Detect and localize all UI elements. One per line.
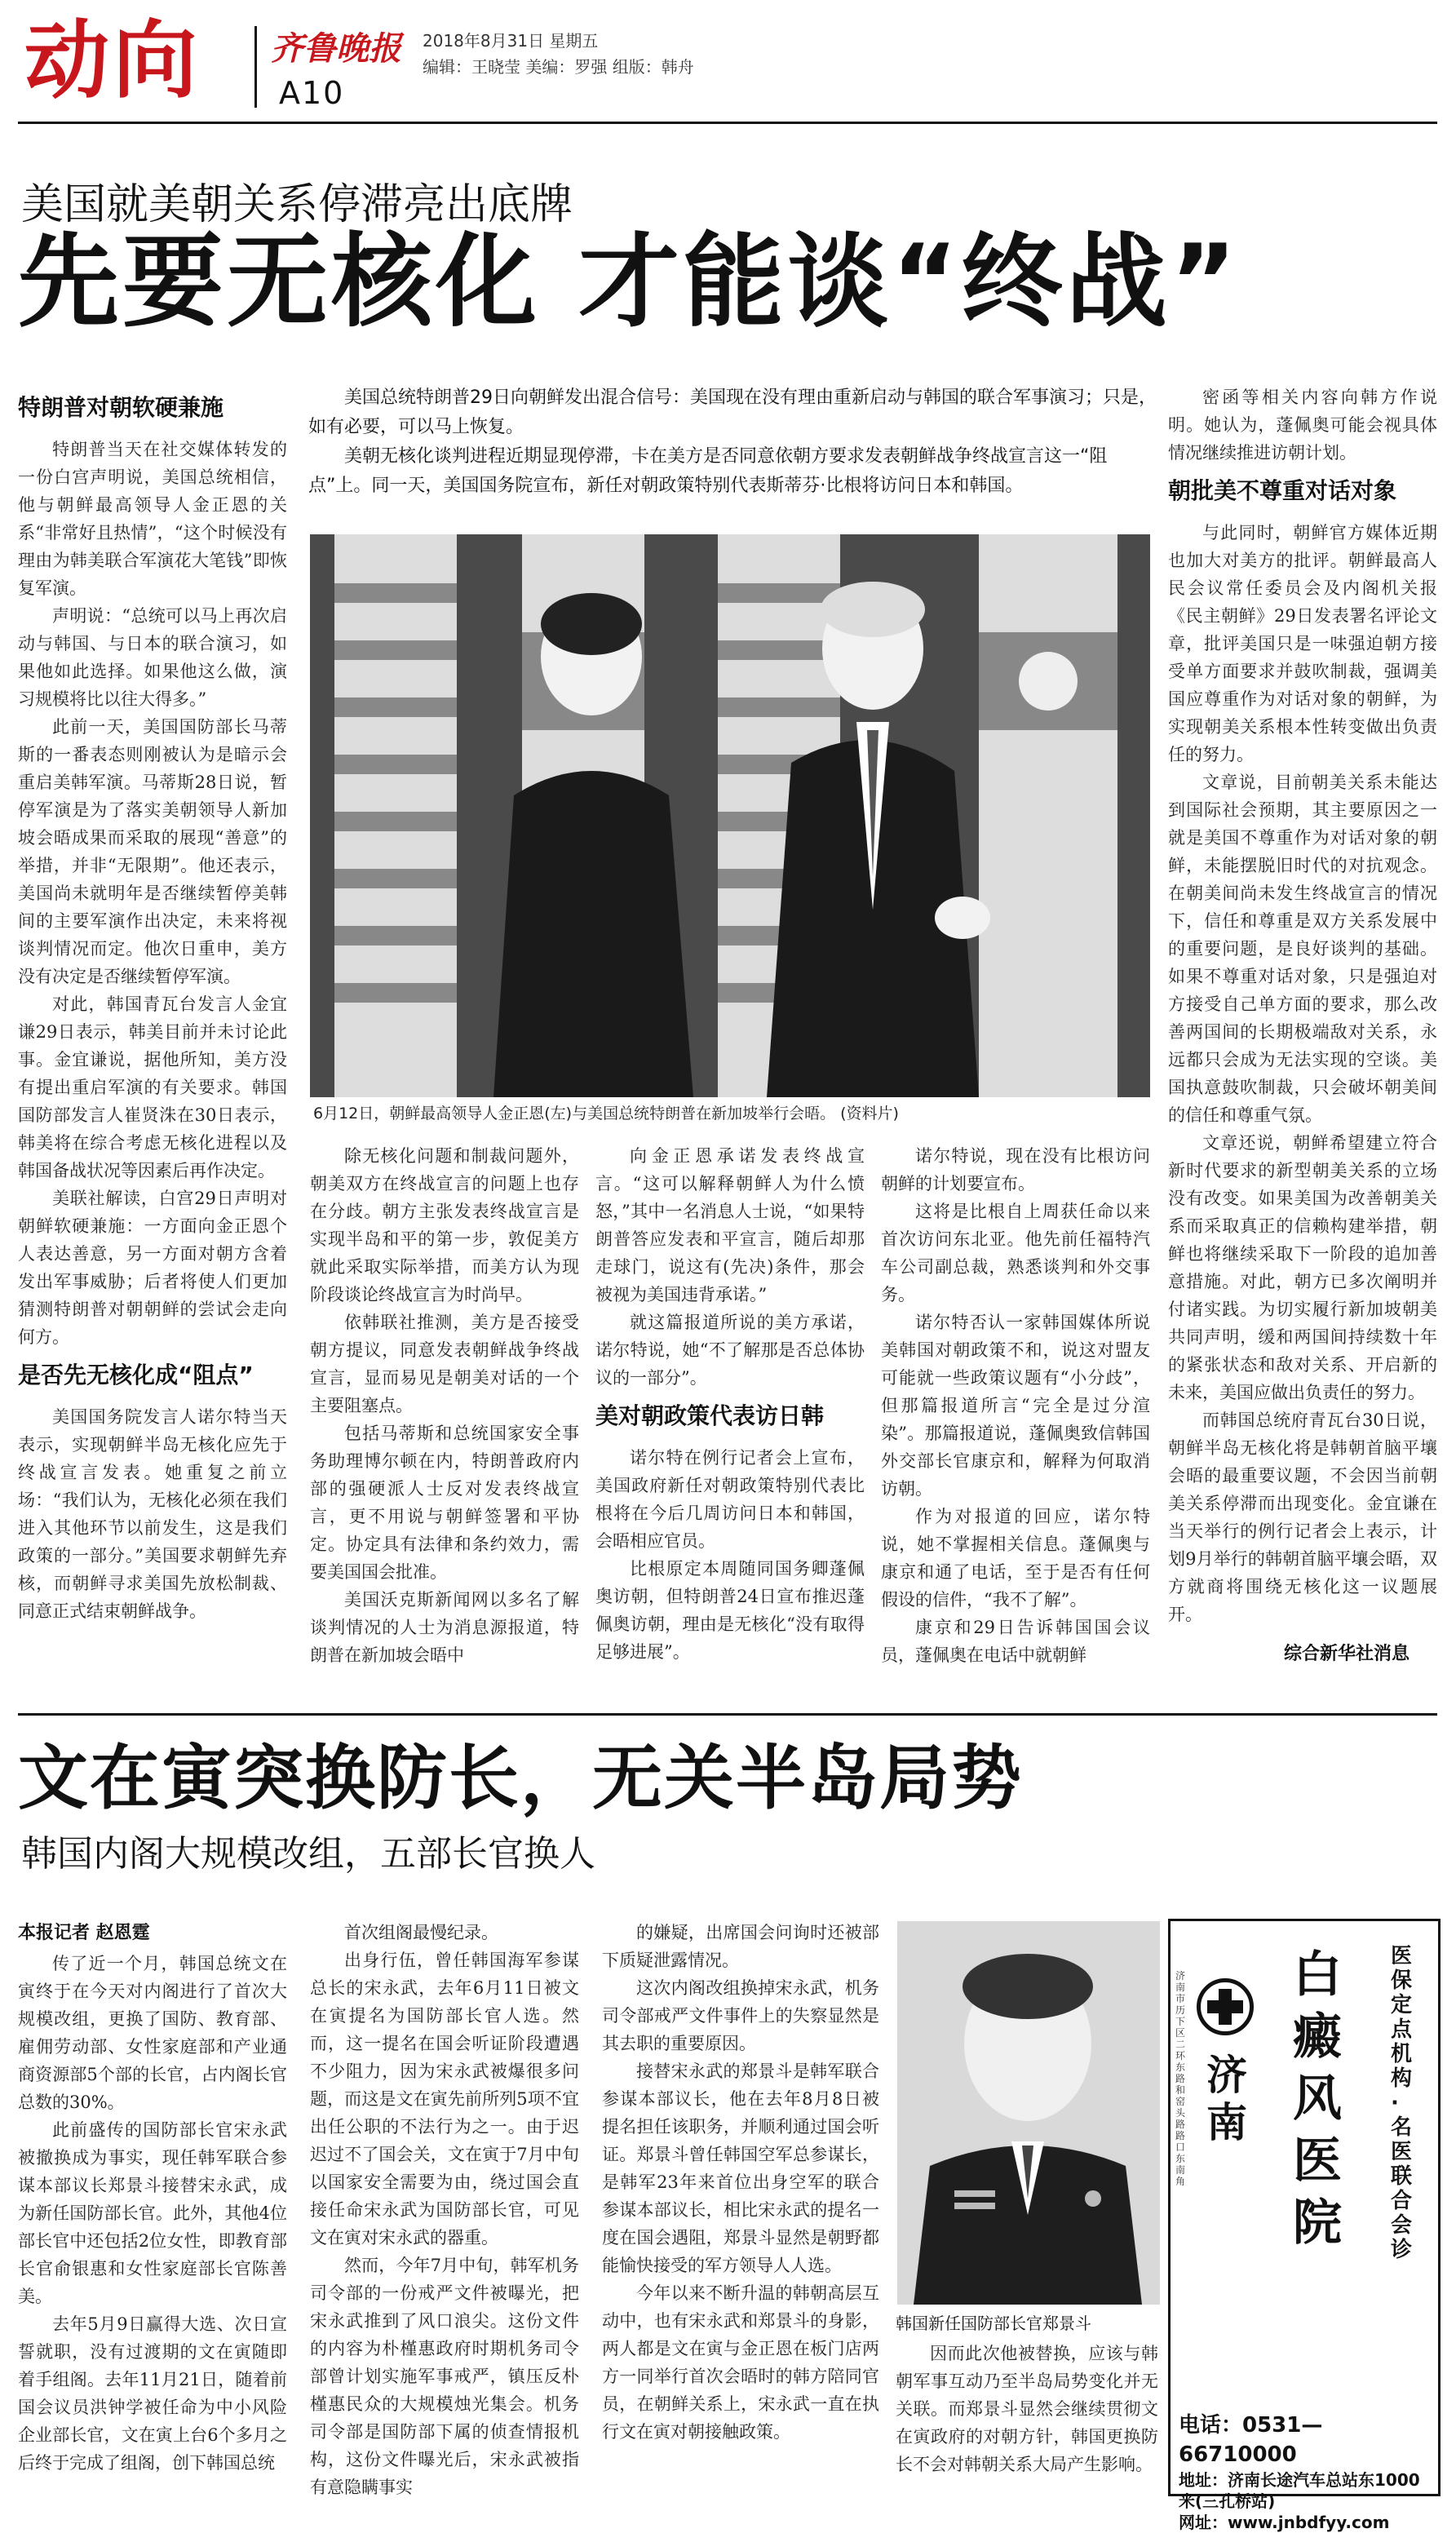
lead-paragraph: 美朝无核化谈判进程近期显现停滞，卡在美方是否同意依朝方要求发表朝鲜战争终战宣言这一“阻点”上。同一天，美国国务院宣布，新任对朝政策特别代表斯蒂芬·比根将访问日本和韩国。 — [308, 446, 1108, 496]
paragraph: 密函等相关内容向韩方作说明。她认为，蓬佩奥可能会视具体情况继续推进访朝计划。 — [1168, 387, 1437, 463]
paragraph: 接替宋永武的郑景斗是韩军联合参谋本部议长，他在去年8月8日被提名担任该职务，并顺利通过国会听证。郑景斗曾任韩国空军总参谋长，是韩军23年来首位出身空军的联合参谋本部议长，相比宋永武的提名一度在国会遇阻，郑景斗显然是朝野都能愉快接受的军方领导人人选。 — [602, 2061, 879, 2275]
date-line: 2018年8月31日 星期五 — [423, 31, 599, 51]
story2-column-3 — [602, 1919, 879, 2446]
story1-credit: 综合新华社消息 — [1284, 1644, 1410, 1664]
paragraph: 包括马蒂斯和总统国家安全事务助理博尔顿在内，特朗普政府内部的强硬派人士反对发表终战宣言，更不用说与朝鲜签署和平协定。协定具有法律和条约效力，需要美国国会批准。 — [310, 1424, 579, 1582]
paragraph: 此前盛传的国防部长官宋永武被撤换成为事实，现任韩军联合参谋本部议长郑景斗接替宋永武，成为新任国防部长官。此外，其他4位部长官中还包括2位女性，即教育部长官俞银惠和女性家庭部长官陈善美。 — [18, 2120, 287, 2306]
editor-line: 编辑：王晓莹 美编：罗强 组版：韩舟 — [423, 57, 694, 77]
paragraph: 美国沃克斯新闻网以多名了解谈判情况的人士为消息源报道，特朗普在新加坡会晤中 — [310, 1590, 579, 1665]
story2-column-1 — [18, 1950, 287, 2477]
paragraph: 出身行伍，曾任韩国海军参谋总长的宋永武，去年6月11日被文在寅提名为国防部长官人选。然而，这一提名在国会听证阶段遭遇不少阻力，因为宋永武被爆很多问题，而这是文在寅先前所列5项不宜出任公职的不法行为之一。由于迟迟过不了国会关，文在寅于7月中旬以国家安全需要为由，绕过国会直接任命宋永武为国防部长官，可见文在寅对宋永武的器重。 — [310, 1951, 579, 2247]
paragraph: 首次组阁最慢纪录。 — [344, 1923, 498, 1942]
story2-column-2 — [310, 1919, 579, 2501]
story2-kicker: 韩国内阁大规模改组，五部长官换人 — [21, 1833, 595, 1875]
paragraph: 传了近一个月，韩国总统文在寅终于在今天对内阁进行了首次大规模改组，更换了国防、教育部、雇佣劳动部、女性家庭部和产业通商资源部5个部的长官，占内阁长官总数的30%。 — [18, 1954, 287, 2112]
ad-hospital-name: 白癜风医院 — [1293, 1946, 1342, 2252]
summit-photo-caption: 6月12日，朝鲜最高领导人金正恩(左)与美国总统特朗普在新加坡举行会晤。 (资料片) — [313, 1105, 899, 1123]
paragraph: 与此同时，朝鲜官方媒体近期也加大对美方的批评。朝鲜最高人民会议常任委员会及内阁机关报《民主朝鲜》29日发表署名评论文章，批评美国只是一味强迫朝方接受单方面要求并鼓吹制裁，强调美国应尊重作为对话对象的朝鲜，为实现朝美关系根本性转变做出负责任的努力。 — [1168, 523, 1437, 764]
paragraph: 文章还说，朝鲜希望建立符合新时代要求的新型朝美关系的立场没有改变。如果美国为改善朝美关系而采取真正的信赖构建举措，朝鲜也将继续采取下一阶段的追加善意措施。对此，朝方已多次阐明并付诸实践。为切实履行新加坡朝美共同声明，缓和两国间持续数十年的紧张状态和敌对关系、开启新的未来，美国应做出负责任的努力。 — [1168, 1133, 1437, 1402]
paragraph: 此前一天，美国国防部长马蒂斯的一番表态则刚被认为是暗示会重启美韩军演。马蒂斯28日说，暂停军演是为了落实美朝领导人新加坡会晤成果而采取的展现“善意”的举措，并非“无限期”。他还表示，美国尚未就明年是否继续暂停美韩间的主要军演作出决定，未来将视谈判情况而定。他次日重申，美方没有决定是否继续暂停军演。 — [18, 717, 287, 986]
story1-column-4 — [881, 1142, 1150, 1669]
story2-headline: 文在寅突换防长，无关半岛局势 — [18, 1738, 1023, 1819]
paragraph: 作为对报道的回应，诺尔特说，她不掌握相关信息。蓬佩奥与康京和通了电话，至于是否有任何假设的信件，“我不了解”。 — [881, 1507, 1150, 1610]
paragraph: 对此，韩国青瓦台发言人金宜谦29日表示，韩美目前并未讨论此事。金宜谦说，据他所知，美方没有提出重启军演的有关要求。韩国国防部发言人崔贤洙在30日表示，韩美将在综合考虑无核化进程以及韩国备战状况等因素后再作决定。 — [18, 994, 287, 1180]
paragraph: 这次内阁改组换掉宋永武，机务司令部戒严文件事件上的失察显然是其去职的重要原因。 — [602, 1978, 879, 2053]
paper-logo: 齐鲁晚报 — [271, 29, 401, 68]
paragraph: 声明说：“总统可以马上再次启动与韩国、与日本的联合演习，如果他如此选择。如果他这么做，演习规模将比以往大得多。” — [18, 606, 287, 709]
ad-contact — [1171, 2411, 1438, 2533]
paragraph: 这将是比根自上周获任命以来首次访问东北亚。他先前任福特汽车公司副总裁，熟悉谈判和外交事务。 — [881, 1202, 1150, 1304]
subhead: 美对朝政策代表访日韩 — [595, 1402, 825, 1429]
lead-paragraph: 美国总统特朗普29日向朝鲜发出混合信号：美国现在没有理由重新启动与韩国的联合军事演习；只是，如有必要，可以马上恢复。 — [308, 387, 1157, 437]
minister-photo — [897, 1921, 1160, 2305]
paragraph: 向金正恩承诺发表终战宣言。“这可以解释朝鲜人为什么愤怒，”其中一名消息人士说，“如果特朗普答应发表和平宣言，随后却那走球门，说这有(先决)条件，那会被视为美国违背承诺。” — [595, 1146, 865, 1304]
paragraph: 依韩联社推测，美方是否接受朝方提议，同意发表朝鲜战争终战宣言，显而易见是朝美对话的一个主要阻塞点。 — [310, 1313, 579, 1415]
story1-column-3 — [595, 1142, 865, 1666]
paragraph: 诺尔特否认一家韩国媒体所说美韩国对朝政策不和，说这对盟友可能就一些政策议题有“小分歧”，但那篇报道所言“完全是过分渲染”。那篇报道说，蓬佩奥致信韩国外交部长官康京和，解释为何取消访朝。 — [881, 1313, 1150, 1499]
paragraph: 比根原定本周随同国务卿蓬佩奥访朝，但特朗普24日宣布推迟蓬佩奥访朝，理由是无核化“没有取得足够进展”。 — [595, 1559, 865, 1662]
paragraph: 今年以来不断升温的韩朝高层互动中，也有宋永武和郑景斗的身影，两人都是文在寅与金正恩在板门店两方一同举行首次会晤时的韩方陪同官员，在朝鲜关系上，宋永武一直在执行文在寅对朝接触政策。 — [602, 2283, 879, 2442]
paragraph: 美联社解读，白宫29日声明对朝鲜软硬兼施：一方面向金正恩个人表达善意，另一方面对朝方含着发出军事威胁；后者将使人们更加猜测特朗普对朝朝鲜的尝试会走向何方。 — [18, 1189, 287, 1347]
page-number: A10 — [279, 75, 345, 111]
paragraph: 美国国务院发言人诺尔特当天表示，实现朝鲜半岛无核化应先于终战宣言发表。她重复之前立场：“我们认为，无核化必须在我们进入其他环节以前发生，这是我们政策的一部分。”美国要求朝鲜先弃核，而朝鲜寻求美国先放松制裁、同意正式结束朝鲜战争。 — [18, 1407, 287, 1621]
ad-website: 网址：www.jnbdfyy.com — [1179, 2513, 1390, 2532]
paragraph: 就这篇报道所说的美方承诺，诺尔特说，她“不了解那是否总体协议的一部分”。 — [595, 1313, 865, 1388]
paragraph: 文章说，目前朝美关系未能达到国际社会预期，其主要原因之一就是美国不尊重作为对话对象的朝鲜，未能摆脱旧时代的对抗观念。在朝美间尚未发生终战宣言的情况下，信任和尊重是双方关系发展中的重要问题，是良好谈判的基础。如果不尊重对话对象，只是强迫对方接受自己单方面的要求，那么改善两国间的长期极端敌对关系，永远都只会成为无法实现的空谈。美国执意鼓吹制裁，只会破坏朝美间的信任和尊重气氛。 — [1168, 773, 1437, 1125]
subhead: 特朗普对朝软硬兼施 — [18, 394, 224, 421]
red-cross-icon — [1197, 1978, 1254, 2035]
story2-column-4 — [896, 2340, 1158, 2478]
section-title: 动向 — [24, 11, 201, 110]
ad-tagline: 医保定点机构·名医联合会诊 — [1391, 1944, 1413, 2262]
paragraph: 诺尔特在例行记者会上宣布，美国政府新任对朝政策特别代表比根将在今后几周访问日本和韩国，会晤相应官员。 — [595, 1448, 865, 1551]
paragraph: 除无核化问题和制裁问题外，朝美双方在终战宣言的问题上也存在分歧。朝方主张发表终战宣言是实现半岛和平的第一步，敦促美方就此采取实际举措，而美方认为现阶段谈论终战宣言为时尚早。 — [310, 1146, 579, 1304]
subhead: 朝批美不尊重对话对象 — [1168, 477, 1397, 504]
story1-column-2 — [310, 1142, 579, 1669]
ad-vertical-address: 济南市历下区二环东路和窑头路路口东南角 — [1175, 1970, 1186, 2187]
paragraph: 去年5月9日赢得大选、次日宣誓就职，没有过渡期的文在寅随即着手组阁。去年11月21日，随着前国会议员洪钟学被任命为中小风险企业部长官，文在寅上台6个多月之后终于完成了组阁，创下韩国总统 — [18, 2314, 287, 2473]
paragraph: 而韩国总统府青瓦台30日说，朝鲜半岛无核化将是韩朝首脑平壤会晤的最重要议题，不会因当前朝美关系停滞而出现变化。金宜谦在当天举行的例行记者会上表示，计划9月举行的韩朝首脑平壤会晤，双方就商将围绕无核化这一议题展开。 — [1168, 1410, 1437, 1624]
masthead — [18, 10, 1437, 124]
story1-lead — [308, 383, 1157, 501]
minister-portrait — [897, 1921, 1160, 2305]
minister-photo-caption: 韩国新任国防部长官郑景斗 — [896, 2314, 1091, 2333]
story-divider — [18, 1713, 1437, 1716]
paragraph: 然而，今年7月中旬，韩军机务司令部的一份戒严文件被曝光，把宋永武推到了风口浪尖。这份文件的内容为朴槿惠政府时期机务司令部曾计划实施军事戒严，镇压反朴槿惠民众的大规模烛光集会。机务司令部是国防部下属的侦查情报机构，这份文件曝光后，宋永武被指有意隐瞒事实 — [310, 2256, 579, 2497]
story1-kicker: 美国就美朝关系停滞亮出底牌 — [21, 180, 573, 229]
ad-city: 济南 — [1206, 2051, 1247, 2146]
story2-byline: 本报记者 赵恩霆 — [18, 1923, 150, 1943]
paragraph: 的嫌疑，出席国会问询时还被部下质疑泄露情况。 — [602, 1923, 879, 1970]
subhead: 是否先无核化成“阻点” — [18, 1362, 254, 1388]
summit-photo-image — [310, 534, 1150, 1097]
ad-phone: 电话：0531—66710000 — [1179, 2413, 1323, 2467]
masthead-divider — [254, 26, 257, 108]
paragraph: 因而此次他被替换，应该与韩朝军事互动乃至半岛局势变化并无关联。而郑景斗显然会继续贯彻文在寅政府的对朝方针，韩国更换防长不会对韩朝关系大局产生影响。 — [896, 2344, 1158, 2474]
story1-column-1 — [18, 383, 287, 1625]
hospital-advertisement — [1168, 1919, 1441, 2532]
paragraph: 康京和29日告诉韩国国会议员，蓬佩奥在电话中就朝鲜 — [881, 1618, 1150, 1665]
summit-photo — [310, 534, 1150, 1097]
paragraph: 诺尔特说，现在没有比根访问朝鲜的计划要宣布。 — [881, 1146, 1150, 1193]
ad-address: 地址：济南长途汽车总站东1000米(三孔桥站) — [1179, 2470, 1420, 2511]
story1-column-5 — [1168, 383, 1437, 1628]
story1-headline: 先要无核化 才能谈“终战” — [18, 224, 1241, 341]
paragraph: 特朗普当天在社交媒体转发的一份白宫声明说，美国总统相信，他与朝鲜最高领导人金正恩的关系“非常好且热情”，“这个时候没有理由为韩美联合军演花大笔钱”即恢复军演。 — [18, 440, 287, 598]
